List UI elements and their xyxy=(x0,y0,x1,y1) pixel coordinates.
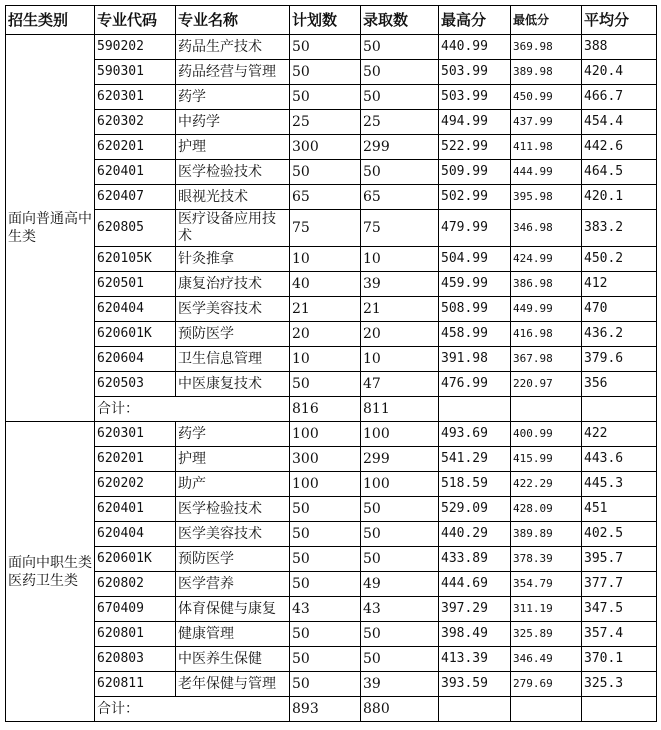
min-cell: 389.89 xyxy=(511,522,582,547)
header-max: 最高分 xyxy=(439,6,511,35)
major-cell: 针灸推拿 xyxy=(176,247,290,272)
total-admit: 880 xyxy=(361,697,439,722)
admit-cell: 50 xyxy=(361,647,439,672)
admit-cell: 75 xyxy=(361,210,439,247)
plan-cell: 43 xyxy=(290,597,361,622)
code-cell: 620201 xyxy=(95,135,176,160)
admit-cell: 50 xyxy=(361,35,439,60)
table-row xyxy=(6,347,657,372)
table-row xyxy=(6,297,657,322)
max-cell: 503.99 xyxy=(439,60,511,85)
min-cell: 449.99 xyxy=(511,297,582,322)
admit-cell: 47 xyxy=(361,372,439,397)
table-row xyxy=(6,372,657,397)
total-row xyxy=(6,397,657,422)
total-plan: 816 xyxy=(290,397,361,422)
max-cell: 479.99 xyxy=(439,210,511,247)
avg-cell: 379.6 xyxy=(582,347,657,372)
code-cell: 620401 xyxy=(95,160,176,185)
max-cell: 494.99 xyxy=(439,110,511,135)
admit-cell: 39 xyxy=(361,672,439,697)
min-cell: 389.98 xyxy=(511,60,582,85)
major-cell: 康复治疗技术 xyxy=(176,272,290,297)
min-cell: 437.99 xyxy=(511,110,582,135)
table-row xyxy=(6,60,657,85)
code-cell: 620201 xyxy=(95,447,176,472)
min-cell: 354.79 xyxy=(511,572,582,597)
avg-cell: 412 xyxy=(582,272,657,297)
admit-cell: 299 xyxy=(361,447,439,472)
header-avg: 平均分 xyxy=(582,6,657,35)
avg-cell: 454.4 xyxy=(582,110,657,135)
major-cell: 药学 xyxy=(176,422,290,447)
empty-cell xyxy=(582,397,657,422)
category-cell: 面向中职生类医药卫生类 xyxy=(6,422,95,722)
plan-cell: 50 xyxy=(290,372,361,397)
avg-cell: 436.2 xyxy=(582,322,657,347)
admit-cell: 43 xyxy=(361,597,439,622)
table-row xyxy=(6,672,657,697)
plan-cell: 50 xyxy=(290,547,361,572)
max-cell: 440.29 xyxy=(439,522,511,547)
code-cell: 620202 xyxy=(95,472,176,497)
major-cell: 医学营养 xyxy=(176,572,290,597)
admit-cell: 50 xyxy=(361,60,439,85)
avg-cell: 443.6 xyxy=(582,447,657,472)
major-cell: 医学检验技术 xyxy=(176,497,290,522)
plan-cell: 50 xyxy=(290,672,361,697)
table-row xyxy=(6,247,657,272)
code-cell: 620601K xyxy=(95,547,176,572)
empty-cell xyxy=(511,697,582,722)
table-row xyxy=(6,647,657,672)
admit-cell: 299 xyxy=(361,135,439,160)
major-cell: 预防医学 xyxy=(176,547,290,572)
max-cell: 493.69 xyxy=(439,422,511,447)
min-cell: 411.98 xyxy=(511,135,582,160)
max-cell: 458.99 xyxy=(439,322,511,347)
avg-cell: 450.2 xyxy=(582,247,657,272)
plan-cell: 50 xyxy=(290,522,361,547)
max-cell: 509.99 xyxy=(439,160,511,185)
admit-cell: 21 xyxy=(361,297,439,322)
plan-cell: 300 xyxy=(290,447,361,472)
admit-cell: 50 xyxy=(361,497,439,522)
avg-cell: 388 xyxy=(582,35,657,60)
code-cell: 620803 xyxy=(95,647,176,672)
admit-cell: 65 xyxy=(361,185,439,210)
avg-cell: 383.2 xyxy=(582,210,657,247)
avg-cell: 470 xyxy=(582,297,657,322)
plan-cell: 50 xyxy=(290,497,361,522)
min-cell: 346.49 xyxy=(511,647,582,672)
min-cell: 378.39 xyxy=(511,547,582,572)
min-cell: 311.19 xyxy=(511,597,582,622)
avg-cell: 370.1 xyxy=(582,647,657,672)
empty-cell xyxy=(439,697,511,722)
major-cell: 医学美容技术 xyxy=(176,297,290,322)
avg-cell: 347.5 xyxy=(582,597,657,622)
max-cell: 413.39 xyxy=(439,647,511,672)
major-cell: 健康管理 xyxy=(176,622,290,647)
major-cell: 眼视光技术 xyxy=(176,185,290,210)
major-cell: 护理 xyxy=(176,135,290,160)
major-cell: 体育保健与康复 xyxy=(176,597,290,622)
avg-cell: 420.4 xyxy=(582,60,657,85)
min-cell: 428.09 xyxy=(511,497,582,522)
major-cell: 老年保健与管理 xyxy=(176,672,290,697)
code-cell: 620404 xyxy=(95,522,176,547)
empty-cell xyxy=(511,397,582,422)
code-cell: 620501 xyxy=(95,272,176,297)
admit-cell: 49 xyxy=(361,572,439,597)
major-cell: 药学 xyxy=(176,85,290,110)
code-cell: 620805 xyxy=(95,210,176,247)
avg-cell: 451 xyxy=(582,497,657,522)
plan-cell: 100 xyxy=(290,472,361,497)
header-admit: 录取数 xyxy=(361,6,439,35)
max-cell: 541.29 xyxy=(439,447,511,472)
avg-cell: 422 xyxy=(582,422,657,447)
major-cell: 预防医学 xyxy=(176,322,290,347)
min-cell: 325.89 xyxy=(511,622,582,647)
plan-cell: 25 xyxy=(290,110,361,135)
min-cell: 395.98 xyxy=(511,185,582,210)
header-code: 专业代码 xyxy=(95,6,176,35)
min-cell: 367.98 xyxy=(511,347,582,372)
table-row xyxy=(6,447,657,472)
plan-cell: 21 xyxy=(290,297,361,322)
plan-cell: 50 xyxy=(290,572,361,597)
admit-cell: 39 xyxy=(361,272,439,297)
admit-cell: 50 xyxy=(361,547,439,572)
major-cell: 医学检验技术 xyxy=(176,160,290,185)
admit-cell: 10 xyxy=(361,247,439,272)
code-cell: 620407 xyxy=(95,185,176,210)
code-cell: 620604 xyxy=(95,347,176,372)
code-cell: 620301 xyxy=(95,422,176,447)
avg-cell: 464.5 xyxy=(582,160,657,185)
min-cell: 415.99 xyxy=(511,447,582,472)
admit-cell: 25 xyxy=(361,110,439,135)
plan-cell: 10 xyxy=(290,247,361,272)
total-admit: 811 xyxy=(361,397,439,422)
avg-cell: 402.5 xyxy=(582,522,657,547)
major-cell: 护理 xyxy=(176,447,290,472)
table-row xyxy=(6,35,657,60)
avg-cell: 466.7 xyxy=(582,85,657,110)
plan-cell: 50 xyxy=(290,647,361,672)
min-cell: 444.99 xyxy=(511,160,582,185)
header-category: 招生类别 xyxy=(6,6,95,35)
major-cell: 医学美容技术 xyxy=(176,522,290,547)
code-cell: 620404 xyxy=(95,297,176,322)
max-cell: 444.69 xyxy=(439,572,511,597)
min-cell: 450.99 xyxy=(511,85,582,110)
empty-cell xyxy=(582,697,657,722)
max-cell: 476.99 xyxy=(439,372,511,397)
plan-cell: 50 xyxy=(290,35,361,60)
total-row xyxy=(6,697,657,722)
table-row xyxy=(6,497,657,522)
total-label: 合计： xyxy=(95,697,290,722)
table-row xyxy=(6,185,657,210)
code-cell: 620302 xyxy=(95,110,176,135)
code-cell: 620802 xyxy=(95,572,176,597)
plan-cell: 50 xyxy=(290,160,361,185)
avg-cell: 395.7 xyxy=(582,547,657,572)
min-cell: 220.97 xyxy=(511,372,582,397)
major-cell: 医疗设备应用技术 xyxy=(176,210,290,247)
admission-scores-table xyxy=(5,5,657,722)
max-cell: 529.09 xyxy=(439,497,511,522)
max-cell: 397.29 xyxy=(439,597,511,622)
category-cell: 面向普通高中生类 xyxy=(6,35,95,422)
table-row xyxy=(6,522,657,547)
table-row xyxy=(6,597,657,622)
avg-cell: 356 xyxy=(582,372,657,397)
admit-cell: 10 xyxy=(361,347,439,372)
avg-cell: 377.7 xyxy=(582,572,657,597)
code-cell: 620601K xyxy=(95,322,176,347)
total-label: 合计： xyxy=(95,397,290,422)
avg-cell: 442.6 xyxy=(582,135,657,160)
avg-cell: 445.3 xyxy=(582,472,657,497)
min-cell: 369.98 xyxy=(511,35,582,60)
max-cell: 503.99 xyxy=(439,85,511,110)
admit-cell: 50 xyxy=(361,160,439,185)
major-cell: 药品经营与管理 xyxy=(176,60,290,85)
max-cell: 502.99 xyxy=(439,185,511,210)
table-row xyxy=(6,135,657,160)
admit-cell: 20 xyxy=(361,322,439,347)
table-row xyxy=(6,272,657,297)
plan-cell: 10 xyxy=(290,347,361,372)
table-body xyxy=(6,35,657,722)
admit-cell: 50 xyxy=(361,522,439,547)
table-row xyxy=(6,322,657,347)
code-cell: 620105K xyxy=(95,247,176,272)
plan-cell: 50 xyxy=(290,60,361,85)
header-major: 专业名称 xyxy=(176,6,290,35)
major-cell: 卫生信息管理 xyxy=(176,347,290,372)
max-cell: 518.59 xyxy=(439,472,511,497)
major-cell: 药品生产技术 xyxy=(176,35,290,60)
max-cell: 433.89 xyxy=(439,547,511,572)
code-cell: 620401 xyxy=(95,497,176,522)
min-cell: 279.69 xyxy=(511,672,582,697)
min-cell: 400.99 xyxy=(511,422,582,447)
code-cell: 590202 xyxy=(95,35,176,60)
min-cell: 424.99 xyxy=(511,247,582,272)
max-cell: 391.98 xyxy=(439,347,511,372)
table-row xyxy=(6,472,657,497)
code-cell: 670409 xyxy=(95,597,176,622)
plan-cell: 50 xyxy=(290,622,361,647)
avg-cell: 325.3 xyxy=(582,672,657,697)
min-cell: 346.98 xyxy=(511,210,582,247)
plan-cell: 75 xyxy=(290,210,361,247)
min-cell: 386.98 xyxy=(511,272,582,297)
empty-cell xyxy=(439,397,511,422)
header-min: 最低分 xyxy=(511,6,582,35)
avg-cell: 357.4 xyxy=(582,622,657,647)
max-cell: 440.99 xyxy=(439,35,511,60)
max-cell: 393.59 xyxy=(439,672,511,697)
table-row xyxy=(6,422,657,447)
code-cell: 620811 xyxy=(95,672,176,697)
min-cell: 416.98 xyxy=(511,322,582,347)
max-cell: 504.99 xyxy=(439,247,511,272)
table-row xyxy=(6,210,657,247)
admit-cell: 50 xyxy=(361,622,439,647)
max-cell: 459.99 xyxy=(439,272,511,297)
major-cell: 中医养生保健 xyxy=(176,647,290,672)
max-cell: 398.49 xyxy=(439,622,511,647)
min-cell: 422.29 xyxy=(511,472,582,497)
plan-cell: 40 xyxy=(290,272,361,297)
major-cell: 助产 xyxy=(176,472,290,497)
admit-cell: 100 xyxy=(361,422,439,447)
admit-cell: 100 xyxy=(361,472,439,497)
header-row xyxy=(6,6,657,35)
table-row xyxy=(6,547,657,572)
header-plan: 计划数 xyxy=(290,6,361,35)
avg-cell: 420.1 xyxy=(582,185,657,210)
plan-cell: 20 xyxy=(290,322,361,347)
plan-cell: 300 xyxy=(290,135,361,160)
major-cell: 中药学 xyxy=(176,110,290,135)
table-row xyxy=(6,622,657,647)
code-cell: 620301 xyxy=(95,85,176,110)
plan-cell: 50 xyxy=(290,85,361,110)
plan-cell: 100 xyxy=(290,422,361,447)
code-cell: 620503 xyxy=(95,372,176,397)
major-cell: 中医康复技术 xyxy=(176,372,290,397)
table-row xyxy=(6,85,657,110)
max-cell: 508.99 xyxy=(439,297,511,322)
table-row xyxy=(6,110,657,135)
max-cell: 522.99 xyxy=(439,135,511,160)
total-plan: 893 xyxy=(290,697,361,722)
table-row xyxy=(6,572,657,597)
admit-cell: 50 xyxy=(361,85,439,110)
code-cell: 590301 xyxy=(95,60,176,85)
table-row xyxy=(6,160,657,185)
plan-cell: 65 xyxy=(290,185,361,210)
code-cell: 620801 xyxy=(95,622,176,647)
